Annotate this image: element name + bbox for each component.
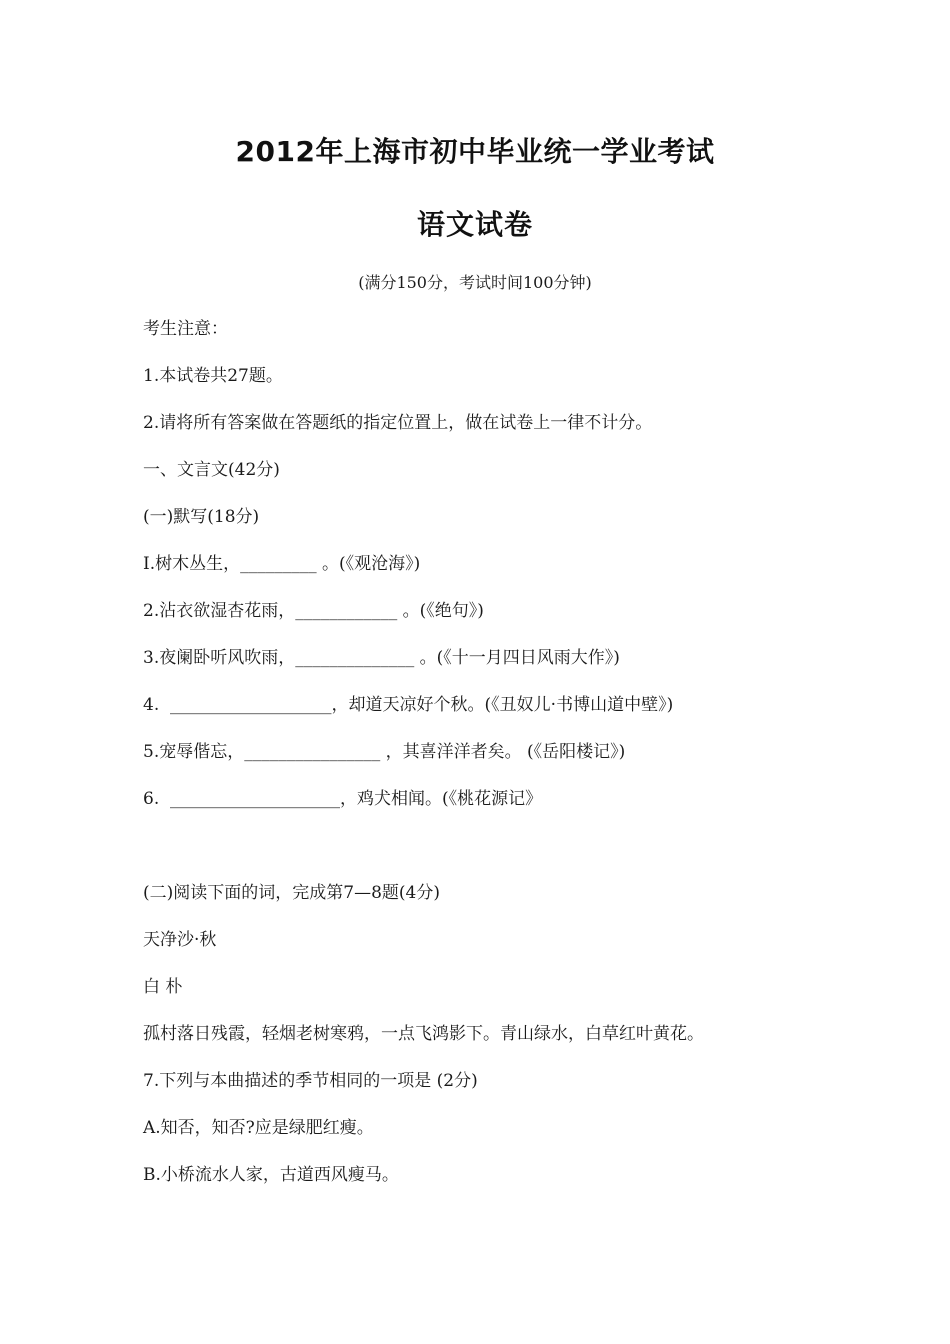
exam-subtitle: 语文试卷 bbox=[416, 208, 533, 241]
question-item: 6. ____________________，鸡犬相闻。(《桃花源记》 bbox=[143, 789, 543, 809]
part-heading: (一)默写(18分) bbox=[143, 507, 260, 527]
exam-title: 2012年上海市初中毕业统一学业考试 bbox=[235, 135, 715, 168]
notice-item: 1.本试卷共27题。 bbox=[143, 366, 283, 386]
answer-option: B.小桥流水人家，古道西风瘦马。 bbox=[143, 1165, 399, 1185]
section-heading: 一、文言文(42分) bbox=[143, 460, 280, 480]
part-heading: (二)阅读下面的词，完成第7—8题(4分) bbox=[143, 883, 440, 903]
answer-option: A.知否，知否?应是绿肥红瘦。 bbox=[143, 1118, 374, 1138]
poem-author: 白 朴 bbox=[143, 977, 183, 997]
poem-text: 孤村落日残霞，轻烟老树寒鸦，一点飞鸿影下。青山绿水，白草红叶黄花。 bbox=[143, 1024, 704, 1044]
score-info: (满分150分，考试时间100分钟) bbox=[358, 273, 592, 292]
notice-heading: 考生注意： bbox=[143, 319, 228, 339]
question-item: 2.沾衣欲湿杏花雨，____________ 。(《绝句》) bbox=[143, 601, 484, 621]
notice-item: 2.请将所有答案做在答题纸的指定位置上，做在试卷上一律不计分。 bbox=[143, 413, 653, 433]
question-item: 5.宠辱偕忘，________________ ，其喜洋洋者矣。 (《岳阳楼记》) bbox=[143, 742, 626, 762]
question-item: 3.夜阑卧听风吹雨，______________ 。(《十一月四日风雨大作》) bbox=[143, 648, 620, 668]
poem-title: 天净沙·秋 bbox=[143, 930, 217, 950]
question-item: 4. ___________________，却道天凉好个秋。(《丑奴儿·书博山道中壁》) bbox=[143, 695, 674, 715]
question-item: I.树木丛生，_________ 。(《观沧海》) bbox=[143, 554, 421, 574]
question-item: 7.下列与本曲描述的季节相同的一项是 (2分) bbox=[143, 1071, 478, 1091]
